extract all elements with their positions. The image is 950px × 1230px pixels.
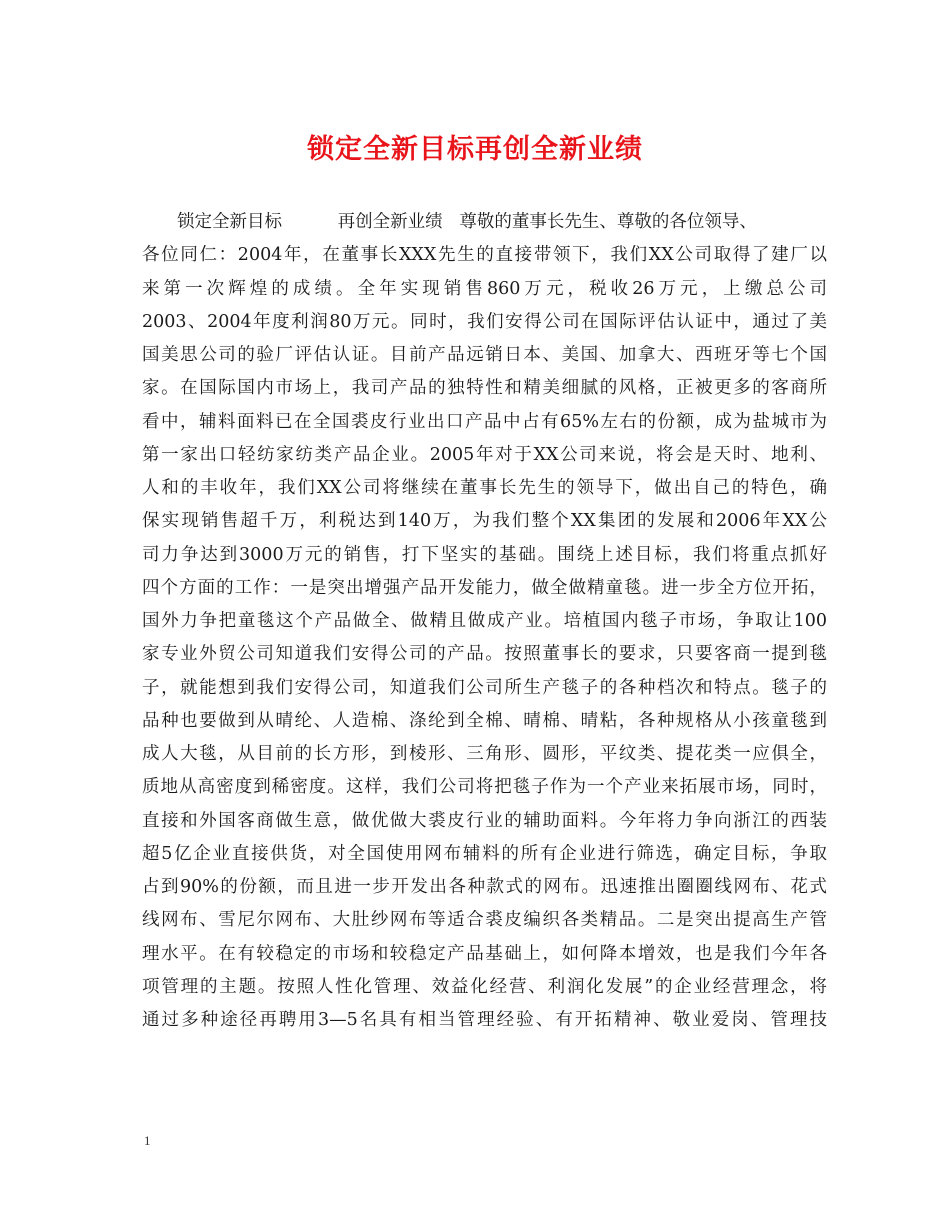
- document-body: [142, 206, 827, 1037]
- body-line: 司力争达到3000万元的销售，打下坚实的基础。围绕上述目标，我们将重点抓好: [142, 544, 827, 565]
- body-line: 子，就能想到我们安得公司，知道我们公司所生产毯子的各种档次和特点。毯子的: [142, 677, 827, 698]
- body-line: 成人大毯，从目前的长方形，到棱形、三角形、圆形，平纹类、提花类一应俱全，: [142, 744, 827, 764]
- body-line: 理水平。在有较稳定的市场和较稳定产品基础上，如何降本增效，也是我们今年各: [142, 943, 827, 964]
- document-title: 锁定全新目标再创全新业绩: [307, 134, 643, 165]
- body-line: 通过多种途径再聘用3—5名具有相当管理经验、有开拓精神、敬业爱岗、管理技: [142, 1010, 827, 1030]
- body-line: 国美思公司的验厂评估认证。目前产品远销日本、美国、加拿大、西班牙等七个国: [142, 345, 827, 365]
- body-line: 品种也要做到从晴纶、人造棉、涤纶到全棉、晴棉、晴粘，各种规格从小孩童毯到: [142, 710, 827, 731]
- body-line: 2003、2004年度利润80万元。同时，我们安得公司在国际评估认证中，通过了美: [142, 311, 827, 332]
- body-line: 来第一次辉煌的成绩。全年实现销售860万元，税收26万元，上缴总公司: [142, 278, 827, 299]
- body-line: 四个方面的工作：一是突出增强产品开发能力，做全做精童毯。进一步全方位开拓，: [142, 577, 827, 598]
- body-line: 各位同仁：2004年，在董事长XXX先生的直接带领下，我们XX公司取得了建厂以: [142, 245, 827, 266]
- body-line: 家专业外贸公司知道我们安得公司的产品。按照董事长的要求，只要客商一提到毯: [142, 644, 827, 665]
- body-line: 看中，辅料面料已在全国裘皮行业出口产品中占有65%左右的份额，成为盐城市为: [142, 411, 827, 432]
- body-line: 超5亿企业直接供货，对全国使用网布辅料的所有企业进行筛选，确定目标，争取: [142, 843, 827, 864]
- page-number: 1: [144, 1133, 151, 1148]
- body-line: 项管理的主题。按照人性化管理、效益化经营、利润化发展”的企业经营理念，将: [142, 976, 827, 997]
- body-line: 保实现销售超千万，利税达到140万，为我们整个XX集团的发展和2006年XX公: [142, 511, 827, 532]
- body-line: 锁定全新目标 再创全新业绩 尊敬的董事长先生、尊敬的各位领导、: [177, 212, 757, 232]
- body-line: 家。在国际国内市场上，我司产品的独特性和精美细腻的风格，正被更多的客商所: [142, 378, 827, 399]
- body-line: 占到90%的份额，而且进一步开发出各种款式的网布。迅速推出圈圈线网布、花式: [142, 877, 827, 897]
- body-line: 直接和外国客商做生意，做优做大裘皮行业的辅助面料。今年将力争向浙江的西装: [142, 810, 827, 831]
- body-line: 国外力争把童毯这个产品做全、做精且做成产业。培植国内毯子市场，争取让100: [142, 611, 827, 631]
- body-line: 第一家出口轻纺家纺类产品企业。2005年对于XX公司来说，将会是天时、地利、: [142, 444, 827, 465]
- body-line: 人和的丰收年，我们XX公司将继续在董事长先生的领导下，做出自己的特色，确: [142, 478, 827, 498]
- body-line: 线网布、雪尼尔网布、大肚纱网布等适合裘皮编织各类精品。二是突出提高生产管: [142, 910, 827, 931]
- body-line: 质地从高密度到稀密度。这样，我们公司将把毯子作为一个产业来拓展市场，同时，: [142, 777, 827, 798]
